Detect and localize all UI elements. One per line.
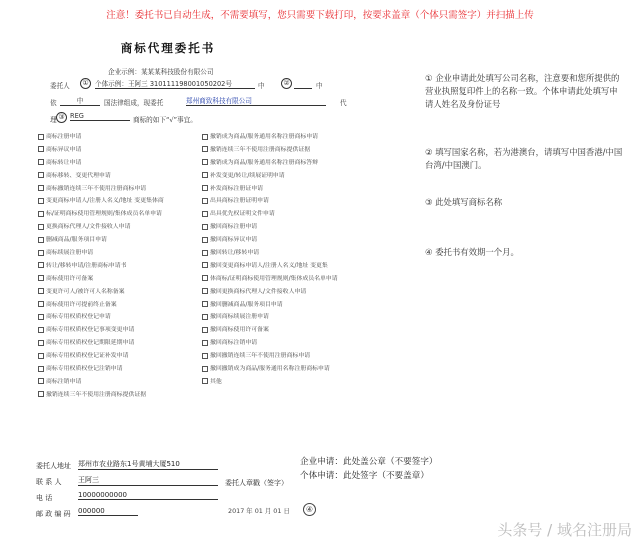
checkbox-icon (38, 185, 44, 191)
checklist-item (202, 208, 372, 221)
checklist-item-label: 出具商标注册证明申请 (210, 198, 269, 205)
address-label: 委托人地址 (36, 462, 71, 470)
checkbox-icon (202, 237, 208, 243)
circle-3-icon: ③ (56, 112, 67, 123)
checkbox-icon (38, 327, 44, 333)
individual-sign-note: 个体申请：此处签字（不要盖章） (300, 471, 429, 481)
checklist-item (38, 324, 208, 337)
checkbox-icon (38, 198, 44, 204)
checkbox-icon (202, 378, 208, 384)
checklist-item-label: 更换商标代理人/文件接收人申请 (46, 224, 131, 231)
checklist-item (38, 311, 208, 324)
checkbox-icon (202, 250, 208, 256)
checkbox-icon (202, 185, 208, 191)
country-underline (294, 88, 312, 89)
checklist-item (38, 208, 208, 221)
checklist-item (202, 157, 372, 170)
checkbox-icon (38, 134, 44, 140)
company-seal-note: 企业申请：此处盖公章（不要签字） (300, 457, 438, 467)
checkbox-icon (202, 288, 208, 294)
dai-label: 代 (340, 99, 347, 107)
checklist-item (202, 363, 372, 376)
checklist-item-label: 商标专用权质权登记期限延期申请 (46, 340, 135, 347)
note-4-text: 委托书有效期一个月。 (435, 247, 519, 257)
checkbox-icon (202, 275, 208, 281)
checklist-item-label: 变更许可人/被许可人名称备案 (46, 288, 125, 295)
checkbox-icon (38, 314, 44, 320)
checklist-item (202, 286, 372, 299)
checklist-item-label: 撤回商标续展注册申请 (210, 314, 269, 321)
checklist-item-label: 撤回删减商品/服务项目申请 (210, 301, 283, 308)
checkbox-icon (202, 198, 208, 204)
checklist-item-label: 商标使用许可提前终止备案 (46, 301, 117, 308)
checkbox-icon (202, 301, 208, 307)
checkbox-icon (38, 353, 44, 359)
checklist-item-label: 撤销连续三年不使用注册商标提供证据 (46, 391, 147, 398)
checklist-item (38, 350, 208, 363)
checkbox-icon (202, 134, 208, 140)
checklist-item-label: 出具优先权证明文件申请 (210, 211, 275, 218)
date-text: 2017 年 01 月 01 日 (228, 507, 290, 515)
checklist-item-label: 变更商标申请人/注册人名义/地址 变更集体商 (46, 198, 164, 205)
checkbox-icon (202, 146, 208, 152)
checkbox-icon (38, 146, 44, 152)
checklist-item (202, 273, 372, 286)
checklist-item-label: 商标转让申请 (46, 159, 82, 166)
yi-label: 依 (50, 99, 57, 107)
checklist-item-label: 其他 (210, 378, 222, 385)
checklist-item-label: 商标移转、变更代理申请 (46, 172, 111, 179)
checklist-item-label: 体商标/证明商标使用管理规则/集体成员名单申请 (210, 275, 338, 282)
checkbox-icon (38, 262, 44, 268)
checklist-item-label: 商标使用许可备案 (46, 275, 94, 282)
postal-label: 邮 政 编 码 (36, 510, 71, 518)
checklist-item (202, 324, 372, 337)
nationality-label: 中 (316, 82, 323, 90)
checklist-item-label: 标/证明商标使用管理规则/集体成员名单申请 (46, 211, 162, 218)
phone-value: 10000000000 (78, 491, 218, 500)
checkbox-icon (202, 366, 208, 372)
note-1-text: 企业申请此处填写公司名称，注意要和您所提供的营业执照复印件上的名称一致。个体申请此处填写申请人姓名及身份证号 (425, 73, 620, 109)
checklist-item (202, 183, 372, 196)
checklist-item-label: 转让/移转申请/注册商标申请书 (46, 262, 127, 269)
note-2-number: ② (425, 147, 433, 157)
postal-value: 000000 (78, 507, 138, 516)
checkbox-icon (38, 159, 44, 165)
checklist-item (38, 183, 208, 196)
checklist-item-label: 商标注册申请 (46, 134, 82, 140)
phone-label: 电 话 (36, 494, 53, 502)
checklist-item (202, 350, 372, 363)
checklist-item-label: 撤回变更商标申请人/注册人名义/地址 变更集 (210, 262, 328, 269)
checklist-item-label: 商标注销申请 (46, 378, 82, 385)
checklist-item (202, 299, 372, 312)
checkbox-icon (38, 301, 44, 307)
checklist-item-label: 撤回商标注册申请 (210, 224, 258, 231)
checkbox-icon (202, 211, 208, 217)
law-text: 国法律组成，现委托 (104, 99, 164, 107)
checkbox-icon (38, 224, 44, 230)
checklist-item-label: 撤回转让/移转申请 (210, 250, 260, 257)
checkbox-icon (38, 211, 44, 217)
checklist-item (202, 131, 372, 144)
checklist-item (202, 144, 372, 157)
checklist-item-label: 删减商品/服务项目申请 (46, 237, 107, 244)
checklist-item (202, 247, 372, 260)
checklist-item-label: 补发变更/转让/续展证明申请 (210, 172, 285, 179)
checklist-item-label: 商标专用权质权登记证补发申请 (46, 353, 129, 360)
circle-2-icon: ② (281, 78, 292, 89)
left-checklist (38, 131, 208, 402)
checklist-item-label: 补发商标注册证申请 (210, 185, 264, 192)
checklist-item-label: 撤回撤销连续三年不使用注册商标申请 (210, 353, 311, 360)
checkbox-icon (38, 237, 44, 243)
note-3-number: ③ (425, 197, 433, 207)
checklist-item-label: 撤回撤销成为商品/服务通用名称注册商标申请 (210, 366, 330, 373)
checklist-item-label: 撤回商标使用许可备案 (210, 327, 269, 334)
contact-value: 王阿三 (78, 475, 218, 486)
checklist-item (38, 234, 208, 247)
matters-text: 商标的如下“√”事宜。 (133, 116, 197, 124)
note-3 (425, 196, 625, 209)
checkbox-icon (38, 366, 44, 372)
checklist-item-label: 撤销连续三年不使用注册商标提供证据 (210, 146, 311, 153)
checklist-item (202, 337, 372, 350)
checklist-item (38, 299, 208, 312)
checklist-item-label: 商标撤销连续三年不使用注册商标申请 (46, 185, 147, 192)
contact-label: 联 系 人 (36, 478, 62, 486)
checklist-item (38, 389, 208, 402)
checkbox-icon (38, 391, 44, 397)
checklist-item-label: 商标专用权质权登记事项变更申请 (46, 327, 135, 334)
person-example: 个体示例：王阿三 310111198001050202号 (95, 78, 255, 89)
trademark-name: REG (70, 112, 130, 121)
agent-name: 郑州商致科技有限公司 (186, 95, 326, 106)
checklist-item-label: 撤销成为商品/服务通用名称注册商标申请 (210, 134, 319, 140)
checklist-item (38, 144, 208, 157)
checklist-item (38, 247, 208, 260)
checkbox-icon (202, 224, 208, 230)
checkbox-icon (202, 353, 208, 359)
document-title: 商标代理委托书 (120, 41, 216, 55)
note-4-number: ④ (425, 247, 433, 257)
checklist-item (38, 170, 208, 183)
company-example: 企业示例：某某某科技股份有限公司 (108, 68, 214, 76)
address-value: 郑州市农业路东1号黄埔大厦510 (78, 459, 218, 470)
checklist-item-label: 撤销成为商品/服务通用名称注册商标答辩 (210, 159, 319, 166)
checklist-item-label: 撤回更换商标代理人/文件接收人申请 (210, 288, 307, 295)
note-4 (425, 246, 625, 259)
checklist-item (202, 311, 372, 324)
checklist-item-label: 商标专用权质权登记注销申请 (46, 366, 123, 373)
checkbox-icon (38, 172, 44, 178)
notice-banner: 注意！委托书已自动生成，不需要填写，您只需要下载打印，按要求盖章（个体只需签字）并扫描上传 (106, 10, 534, 21)
checklist-item (38, 363, 208, 376)
checklist-item-label: 撤回商标异议申请 (210, 237, 258, 244)
checklist-item-label: 撤回商标注销申请 (210, 340, 258, 347)
checklist-item (202, 234, 372, 247)
right-checklist (202, 131, 372, 389)
checklist-item (202, 221, 372, 234)
checkbox-icon (202, 340, 208, 346)
checklist-item (38, 157, 208, 170)
checklist-item (38, 376, 208, 389)
principal-label: 委托人 (50, 82, 70, 90)
checkbox-icon (202, 159, 208, 165)
circle-1-icon: ① (80, 78, 91, 89)
note-1-number: ① (425, 73, 433, 83)
checklist-item (38, 260, 208, 273)
li-label: 理 (50, 116, 57, 124)
checklist-item-label: 商标专用权质权登记申请 (46, 314, 111, 321)
circle-4-icon: ④ (303, 503, 316, 516)
checklist-item-label: 商标异议申请 (46, 146, 82, 153)
checklist-item (38, 195, 208, 208)
checkbox-icon (202, 327, 208, 333)
checkbox-icon (38, 275, 44, 281)
zhong-label: 中 (258, 82, 265, 90)
note-3-text: 此处填写商标名称 (435, 197, 503, 207)
checkbox-icon (38, 340, 44, 346)
note-2-text: 填写国家名称，若为港澳台，请填写中国香港/中国台湾/中国澳门。 (425, 147, 623, 170)
checkbox-icon (38, 378, 44, 384)
checkbox-icon (202, 314, 208, 320)
watermark: 头条号 / 域名注册局 (497, 521, 632, 539)
note-2 (425, 146, 625, 172)
law-country: 中 (60, 95, 100, 106)
checklist-item (38, 221, 208, 234)
checklist-item (202, 260, 372, 273)
checklist-item (38, 273, 208, 286)
checklist-item (202, 195, 372, 208)
checkbox-icon (202, 172, 208, 178)
checklist-item (202, 170, 372, 183)
checkbox-icon (38, 288, 44, 294)
checklist-item-label: 商标续展注册申请 (46, 250, 94, 257)
checklist-item (38, 337, 208, 350)
checklist-item (38, 131, 208, 144)
seal-label: 委托人章戳（签字） (225, 479, 288, 487)
checkbox-icon (202, 262, 208, 268)
checklist-item (38, 286, 208, 299)
checkbox-icon (38, 250, 44, 256)
note-1 (425, 72, 625, 111)
checklist-item (202, 376, 372, 389)
